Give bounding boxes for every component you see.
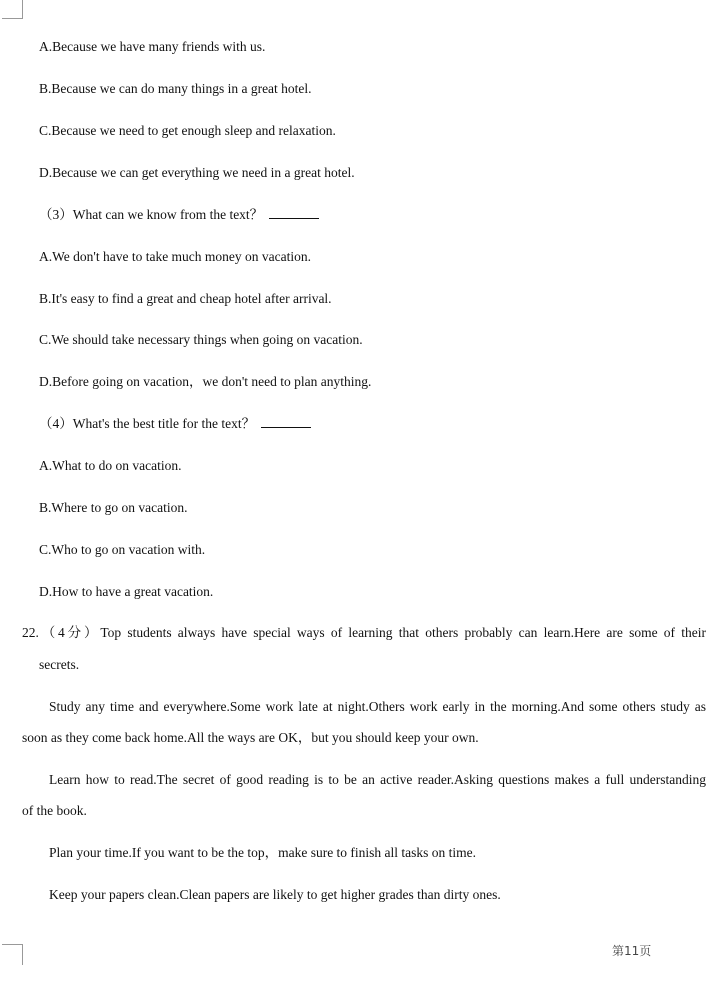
option-a: A.What to do on vacation.: [39, 458, 182, 473]
answer-blank[interactable]: [269, 206, 319, 219]
question-3: [39, 206, 319, 224]
corner-mark-bottom-left: [2, 944, 23, 965]
option-b: B.Where to go on vacation.: [39, 500, 188, 515]
page-number: 第11页: [612, 944, 652, 958]
option-a: A.We don't have to take much money on vacation.: [39, 249, 312, 264]
corner-mark-top-left: [2, 0, 23, 19]
paragraph-2-line-2: of the book.: [22, 803, 87, 818]
option-d: D.Before going on vacation，we don't need to plan anything.: [39, 374, 372, 389]
paragraph-2-line-1: Learn how to read.The secret of good reading is to be an active reader.Asking questions makes a full understanding: [49, 772, 706, 787]
question-22-header: 22.（4分）Top students always have special ways of learning that others probably can learn.Here are some of their: [22, 625, 706, 640]
option-a: A.Because we have many friends with us.: [39, 39, 266, 54]
paragraph-1-line-1: Study any time and everywhere.Some work late at night.Others work early in the morning.And some others study as: [49, 699, 706, 714]
question-4: [39, 415, 311, 433]
option-b: B.Because we can do many things in a great hotel.: [39, 81, 312, 96]
option-d: D.Because we can get everything we need in a great hotel.: [39, 165, 355, 180]
paragraph-3: Plan your time.If you want to be the top，make sure to finish all tasks on time.: [49, 845, 477, 860]
option-c: C.Because we need to get enough sleep and relaxation.: [39, 123, 336, 138]
option-d: D.How to have a great vacation.: [39, 584, 214, 599]
question-22-header-cont: secrets.: [39, 657, 80, 672]
question-4-text: （4）What's the best title for the text？: [39, 416, 256, 431]
option-c: C.We should take necessary things when going on vacation.: [39, 332, 363, 347]
option-b: B.It's easy to find a great and cheap hotel after arrival.: [39, 291, 332, 306]
paragraph-1-line-2: soon as they come back home.All the ways are OK，but you should keep your own.: [22, 730, 479, 745]
paragraph-4: Keep your papers clean.Clean papers are likely to get higher grades than dirty ones.: [49, 887, 501, 902]
answer-blank[interactable]: [261, 415, 311, 428]
question-3-text: （3）What can we know from the text？: [39, 207, 264, 222]
option-c: C.Who to go on vacation with.: [39, 542, 206, 557]
